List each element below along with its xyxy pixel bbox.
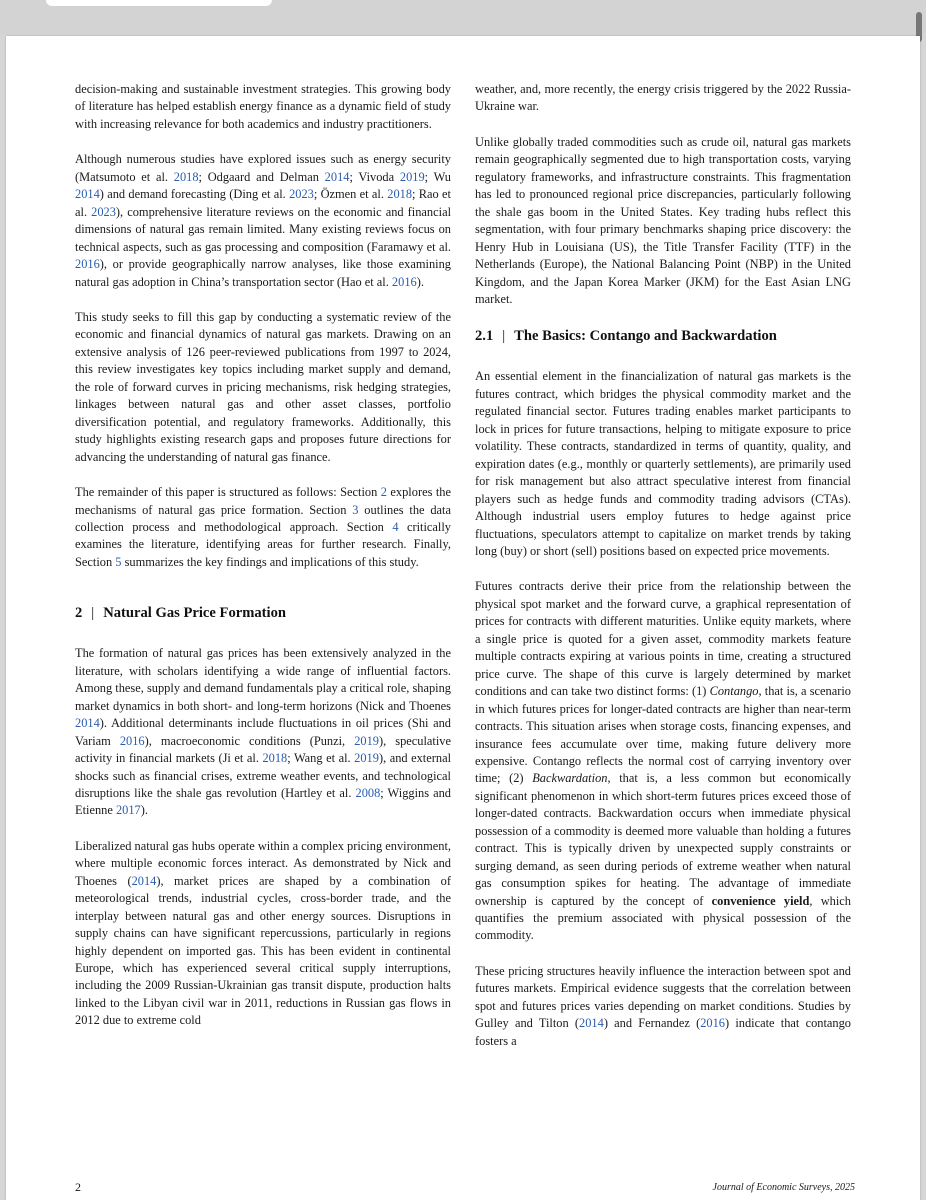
paragraph xyxy=(475,578,851,945)
text-run: ). xyxy=(140,803,148,818)
paragraph xyxy=(75,838,451,1030)
citation-link[interactable]: 4 xyxy=(392,519,399,534)
text-run: ). xyxy=(416,274,424,289)
text-run: ), and external shocks such as financial crises, extreme weather events, and technological disruptions like the shale gas revolution (Hartley et al. xyxy=(75,751,452,800)
viewer-top-bar xyxy=(0,0,926,34)
citation-link[interactable]: 3 xyxy=(352,502,359,517)
citation-link[interactable]: 2019 xyxy=(399,169,425,184)
page-number: 2 xyxy=(75,1180,81,1194)
citation-link[interactable]: 2014 xyxy=(131,873,157,888)
text-run: summarizes the key findings and implications of this study. xyxy=(121,554,419,569)
citation-link[interactable]: 2018 xyxy=(262,751,288,766)
text-run: An essential element in the financialization of natural gas markets is the futures contract, which bridges the physical commodity market and the regulated financial sector. Futures trading enables market participants to lock in prices for future transactions, helping to mitigate exposure to price volatility. These contracts, standardized in terms of quantity, quality, and expiration dates (e.g., monthly or quarterly settlements), are primarily used for risk management but also attract speculative interest from financial players such as hedge funds and commodity trading advisors (CTAs). Although industrial users employ futures to hedge against price fluctuations, speculators attempt to capitalize on market trends by taking long (buy) or short (sell) positions based on expected price movements. xyxy=(475,369,851,558)
text-run: , that is, a less common but economically significant phenomenon in which short-term futures prices exceed those of longer-dated contracts. Backwardation occurs when immediate physical possession of a commodity is deemed more valuable than holding a futures contract. This is typically driven by unexpected supply constraints or surging demand, as seen during periods of extreme weather when natural gas consumption spikes for heating. The advantage of immediate ownership is captured by the concept of xyxy=(475,771,852,908)
paragraph xyxy=(75,81,451,133)
citation-link[interactable]: 2019 xyxy=(354,751,379,766)
citation-link[interactable]: 2023 xyxy=(289,187,314,202)
text-run: , that is, a scenario in which futures prices for longer-dated contracts are higher than near-term contracts. This situation arises when storage costs, financing expenses, and insurance fees accumulate over time, making future delivery more expensive. Contango reflects the normal cost of carrying inventory over time; (2) xyxy=(475,684,851,786)
text-run: ; Wu xyxy=(424,169,451,184)
text-run: explores the mechanisms of natural gas price formation. Section xyxy=(75,485,451,517)
text-run: ; Wang et al. xyxy=(287,751,355,766)
citation-link[interactable]: 5 xyxy=(115,554,122,569)
text-run: ), speculative activity in financial markets (Ji et al. xyxy=(75,733,451,766)
citation-link[interactable]: 2023 xyxy=(91,204,116,219)
section-heading xyxy=(75,603,451,623)
italic-term: Backwardation xyxy=(532,771,608,786)
citation-link[interactable]: 2014 xyxy=(324,169,350,184)
citation-link[interactable]: 2018 xyxy=(173,169,199,184)
subsection-heading xyxy=(475,326,851,346)
paragraph xyxy=(75,151,451,291)
document-page xyxy=(6,36,920,1200)
text-run: ; Odgaard and Delman xyxy=(198,169,325,184)
text-run: ) indicate that contango fosters a xyxy=(475,1016,851,1048)
text-run: The formation of natural gas prices has been extensively analyzed in the literature, with scholars identifying a wide range of influential factors. Among these, supply and demand fundamentals play a critical role, shaping market dynamics in both short- and long-term horizons (Nick and Thoenes xyxy=(75,646,451,713)
citation-link[interactable]: 2017 xyxy=(115,803,141,818)
section-title: The Basics: Contango and Backwardation xyxy=(514,328,777,345)
text-run: This study seeks to fill this gap by conducting a systematic review of the economic and financial dynamics of natural gas markets. Drawing on an extensive analysis of 126 peer-reviewed publications from 1997 to 2024, this review investigates key topics including market supply and demand, the role of forward curves in pricing mechanisms, risk hedging strategies, linkages between natural gas and other asset classes, portfolio diversification potential, and regulatory frameworks. Additionally, this study highlights existing research gaps and proposes future directions for advancing the understanding of natural gas finance. xyxy=(75,309,451,464)
text-run: ; Vivoda xyxy=(349,169,400,184)
text-run: , which quantifies the premium associated with physical possession of the commodity. xyxy=(475,893,851,943)
text-run: Although numerous studies have explored issues such as energy security (Matsumoto et al. xyxy=(75,152,451,184)
text-run: ) and Fernandez ( xyxy=(603,1016,701,1031)
paragraph xyxy=(75,484,451,571)
text-run: ), market prices are shaped by a combination of meteorological trends, industrial cycles, cross-border trade, and the interplay between natural gas and other energy sources. Disruptions in supply chains can have significant repercussions, particularly in regions highly dependent on imported gas. This has been evident in continental Europe, which has experienced several critical supply interruptions, including the 2009 Russian-Ukrainian gas transit dispute, production halts linked to the Libyan civil war in 2011, reductions in Russian gas flows in 2012 due to extreme cold xyxy=(75,873,451,1028)
paragraph xyxy=(475,134,851,309)
section-separator: | xyxy=(502,328,506,345)
text-run: ), comprehensive literature reviews on the economic and financial dimensions of natural gas remain limited. Many existing reviews focus on technical aspects, such as gas processing and composition (Faramawy et al. xyxy=(75,204,452,254)
text-run: Unlike globally traded commodities such as crude oil, natural gas markets remain geographically segmented due to high transportation costs, varying regulatory frameworks, and infrastructure constraints. This fragmentation has led to pronounced regional price discrepancies, particularly following the shale gas boom in the United States. Key trading hubs reflect this segmentation, with four primary benchmarks shaping price discovery: the Henry Hub in Louisiana (US), the Title Transfer Facility (TTF) in the Netherlands (Europe), the National Balancing Point (NBP) in the United Kingdom, and the Japan Korea Marker (JKM) for the East Asian LNG market. xyxy=(475,134,851,306)
citation-link[interactable]: 2 xyxy=(380,485,387,500)
section-title: Natural Gas Price Formation xyxy=(103,605,287,622)
text-run: ), macroeconomic conditions (Punzi, xyxy=(144,733,355,748)
citation-link[interactable]: 2016 xyxy=(391,274,417,289)
text-run: ; Rao et al. xyxy=(75,187,451,219)
citation-link[interactable]: 2014 xyxy=(75,716,100,731)
text-run: weather, and, more recently, the energy crisis triggered by the 2022 Russia-Ukraine war. xyxy=(475,82,851,114)
citation-link[interactable]: 2014 xyxy=(579,1016,604,1031)
bold-term: convenience yield xyxy=(711,893,810,908)
paragraph xyxy=(475,963,851,1050)
citation-link[interactable]: 2016 xyxy=(75,257,100,272)
text-run: ) and demand forecasting (Ding et al. xyxy=(99,187,290,202)
citation-link[interactable]: 2019 xyxy=(354,733,379,748)
text-run: The remainder of this paper is structured as follows: Section xyxy=(75,485,381,500)
citation-link[interactable]: 2014 xyxy=(75,187,100,202)
paragraph xyxy=(75,645,451,820)
paragraph xyxy=(475,81,851,116)
paragraph xyxy=(75,309,451,466)
text-run: ; Wiggins and Etienne xyxy=(75,785,451,818)
section-number: 2 xyxy=(75,605,83,622)
text-run: ; Özmen et al. xyxy=(313,187,388,202)
viewer-tab[interactable] xyxy=(46,0,272,6)
citation-link[interactable]: 2008 xyxy=(355,785,381,800)
left-column xyxy=(75,81,451,1048)
citation-link[interactable]: 2016 xyxy=(119,733,145,748)
section-number: 2.1 xyxy=(475,328,494,345)
journal-name: Journal of Economic Surveys, 2025 xyxy=(712,1182,855,1193)
text-run: Futures contracts derive their price from the relationship between the physical spot market and the forward curve, a graphical representation of prices for contracts with different maturities. Unlike equity markets, where a single price is quoted for a given asset, commodity markets feature multiple contracts expiring at various points in time, creating a structured price curve. The shape of this curve is largely determined by market conditions and can take two distinct forms: (1) xyxy=(475,579,851,699)
text-run: critically examines the literature, identifying areas for further research. Finally, Section xyxy=(75,519,451,569)
italic-term: Contango xyxy=(709,684,759,699)
text-run: These pricing structures heavily influence the interaction between spot and futures markets. Empirical evidence suggests that the correlation between spot and futures prices varies depending on market conditions. Studies by Gulley and Tilton ( xyxy=(475,963,851,1031)
citation-link[interactable]: 2016 xyxy=(700,1016,725,1031)
right-column xyxy=(475,81,851,1068)
text-run: outlines the data collection process and methodological approach. Section xyxy=(75,502,451,534)
paragraph xyxy=(475,368,851,560)
text-run: Liberalized natural gas hubs operate within a complex pricing environment, where multiple economic forces interact. As demonstrated by Nick and Thoenes ( xyxy=(75,838,451,888)
section-separator: | xyxy=(91,605,95,622)
citation-link[interactable]: 2018 xyxy=(387,187,413,202)
text-run: decision-making and sustainable investment strategies. This growing body of literature has helped establish energy finance as a dynamic field of study with increasing relevance for both academics and industry practitioners. xyxy=(75,82,451,131)
text-run: ), or provide geographically narrow analyses, like those examining natural gas adoption in China’s transportation sector (Hao et al. xyxy=(75,257,451,289)
text-run: ). Additional determinants include fluctuations in oil prices (Shi and Variam xyxy=(75,716,451,748)
